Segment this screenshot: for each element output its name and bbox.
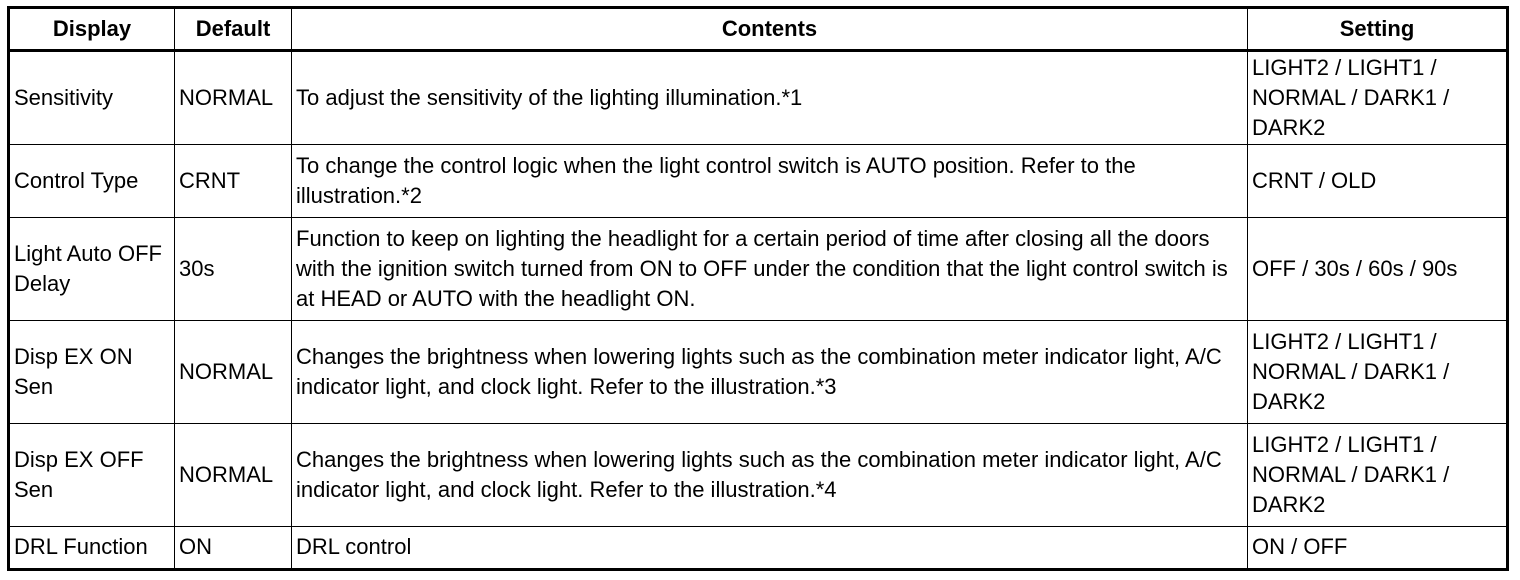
cell-contents: DRL control — [292, 526, 1248, 569]
table-row — [9, 51, 1508, 145]
cell-default: NORMAL — [175, 51, 292, 145]
header-setting: Setting — [1248, 8, 1508, 51]
cell-setting: OFF / 30s / 60s / 90s — [1248, 218, 1508, 321]
cell-default: NORMAL — [175, 423, 292, 526]
table-row — [9, 218, 1508, 321]
cell-contents: Changes the brightness when lowering lights such as the combination meter indicator light, A/C indicator light, and clock light. Refer to the illustration.*4 — [292, 423, 1248, 526]
cell-display: Sensitivity — [9, 51, 175, 145]
cell-setting: ON / OFF — [1248, 526, 1508, 569]
settings-table-container — [7, 6, 1509, 571]
cell-contents: Changes the brightness when lowering lights such as the combination meter indicator light, A/C indicator light, and clock light. Refer to the illustration.*3 — [292, 321, 1248, 424]
cell-display: Disp EX ON Sen — [9, 321, 175, 424]
cell-default: ON — [175, 526, 292, 569]
cell-contents: To change the control logic when the light control switch is AUTO position. Refer to the illustration.*2 — [292, 144, 1248, 218]
header-display: Display — [9, 8, 175, 51]
cell-display: DRL Function — [9, 526, 175, 569]
header-contents: Contents — [292, 8, 1248, 51]
cell-default: CRNT — [175, 144, 292, 218]
table-row — [9, 526, 1508, 569]
cell-display: Control Type — [9, 144, 175, 218]
cell-setting: LIGHT2 / LIGHT1 / NORMAL / DARK1 / DARK2 — [1248, 321, 1508, 424]
cell-default: NORMAL — [175, 321, 292, 424]
settings-table — [7, 6, 1509, 571]
table-row — [9, 423, 1508, 526]
cell-setting: LIGHT2 / LIGHT1 / NORMAL / DARK1 / DARK2 — [1248, 423, 1508, 526]
cell-contents: Function to keep on lighting the headlight for a certain period of time after closing all the doors with the ignition switch turned from ON to OFF under the condition that the light control switch is at HEAD or AUTO with the headlight ON. — [292, 218, 1248, 321]
header-default: Default — [175, 8, 292, 51]
cell-setting: LIGHT2 / LIGHT1 / NORMAL / DARK1 / DARK2 — [1248, 51, 1508, 145]
cell-contents: To adjust the sensitivity of the lighting illumination.*1 — [292, 51, 1248, 145]
cell-display: Disp EX OFF Sen — [9, 423, 175, 526]
cell-setting: CRNT / OLD — [1248, 144, 1508, 218]
cell-default: 30s — [175, 218, 292, 321]
table-row — [9, 144, 1508, 218]
table-header-row — [9, 8, 1508, 51]
table-row — [9, 321, 1508, 424]
cell-display: Light Auto OFF Delay — [9, 218, 175, 321]
